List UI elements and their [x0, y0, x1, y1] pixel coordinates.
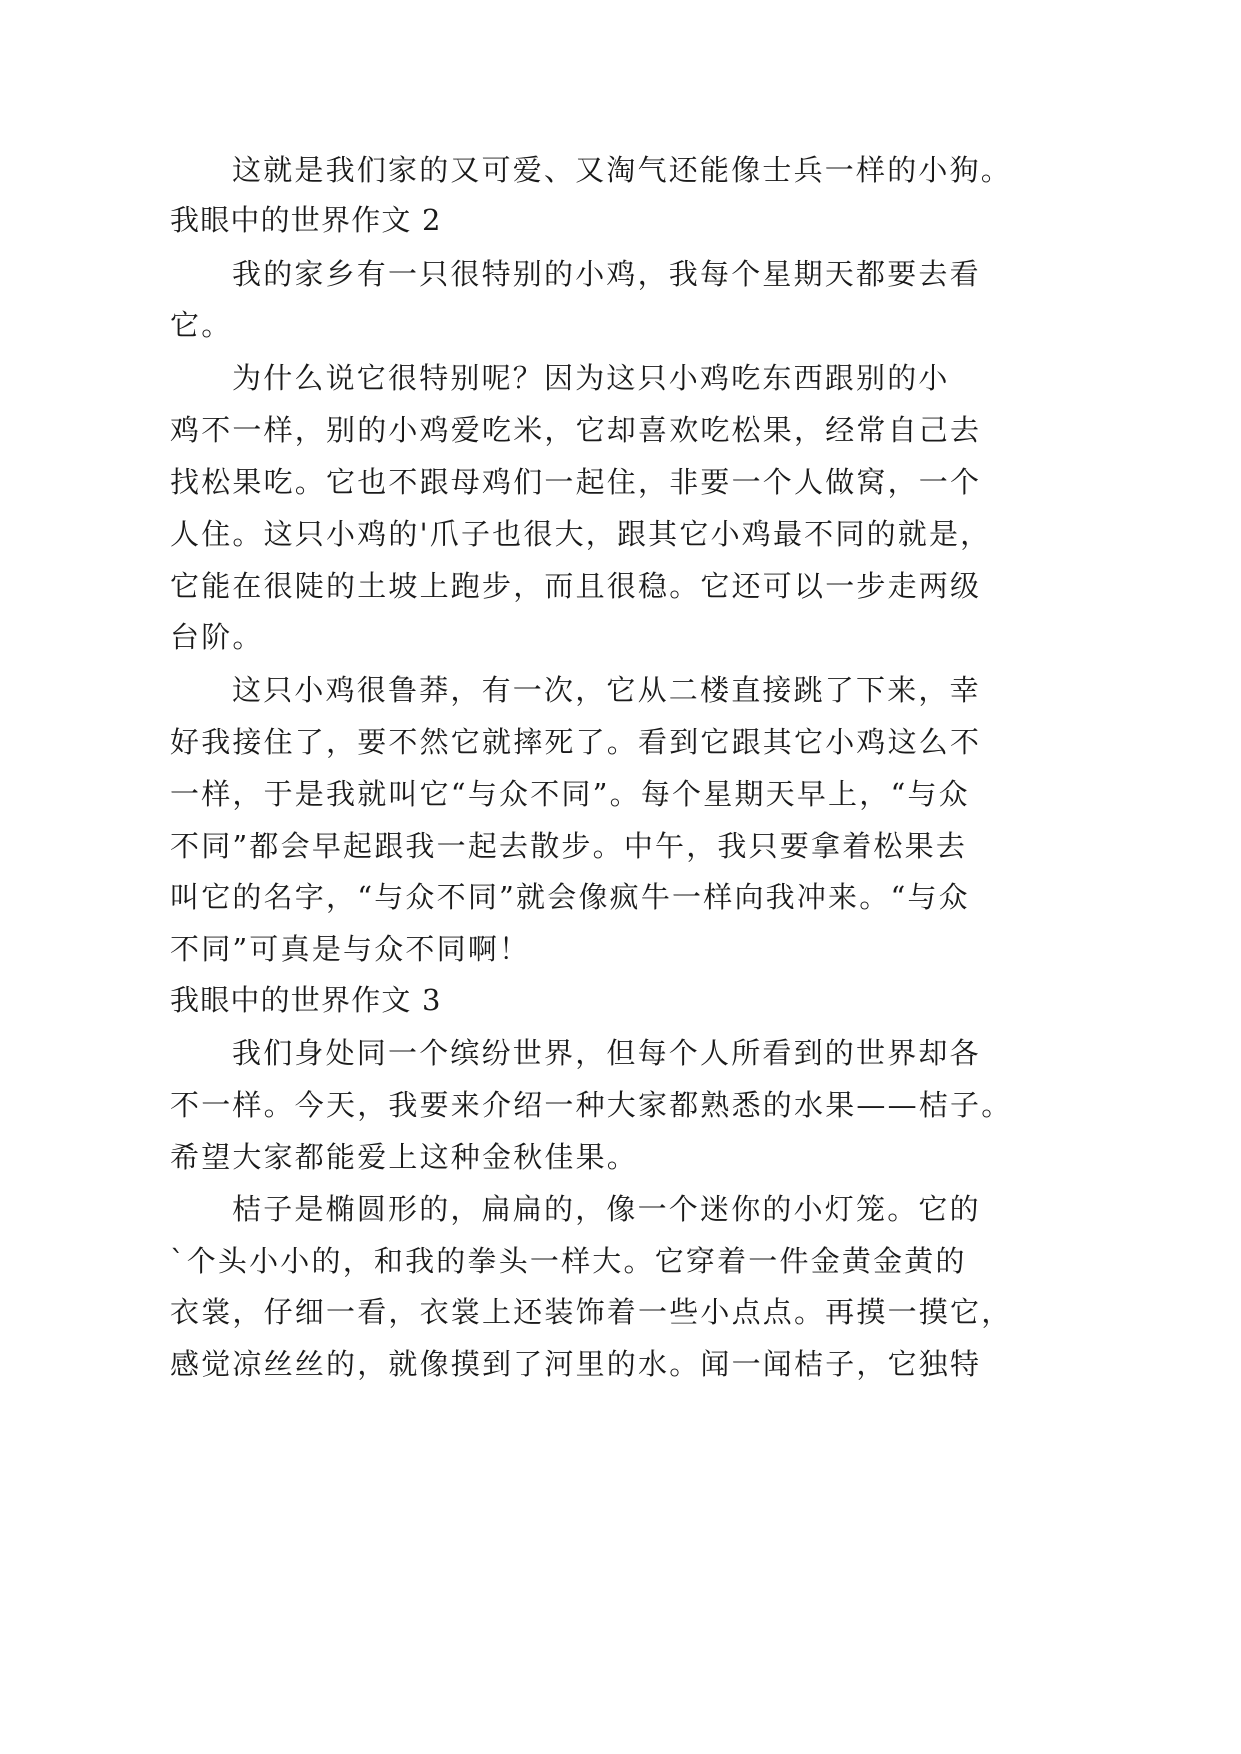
paragraph-line: 不一样。今天，我要来介绍一种大家都熟悉的水果——桔子。 — [170, 1088, 1013, 1122]
paragraph-line: 好我接住了，要不然它就摔死了。看到它跟其它小鸡这么不 — [170, 725, 982, 759]
paragraph-line: 人住。这只小鸡的'爪子也很大，跟其它小鸡最不同的就是， — [170, 517, 992, 551]
paragraph-line: 这就是我们家的又可爱、又淘气还能像士兵一样的小狗。 — [232, 153, 1013, 187]
paragraph-line: 感觉凉丝丝的，就像摸到了河里的水。闻一闻桔子，它独特 — [170, 1347, 982, 1381]
paragraph-line: 鸡不一样，别的小鸡爱吃米，它却喜欢吃松果，经常自己去 — [170, 413, 982, 447]
paragraph-line: `个头小小的，和我的拳头一样大。它穿着一件金黄金黄的 — [170, 1244, 967, 1278]
paragraph-line: 桔子是椭圆形的，扁扁的，像一个迷你的小灯笼。它的 — [232, 1192, 981, 1226]
paragraph-line: 一样，于是我就叫它“与众不同”。每个星期天早上，“与众 — [170, 777, 970, 811]
paragraph-line: 不同”都会早起跟我一起去散步。中午，我只要拿着松果去 — [170, 829, 968, 863]
paragraph-line: 希望大家都能爱上这种金秋佳果。 — [170, 1140, 639, 1174]
paragraph-line: 叫它的名字，“与众不同”就会像疯牛一样向我冲来。“与众 — [170, 880, 970, 914]
section-heading: 我眼中的世界作文 2 — [170, 203, 442, 237]
section-heading: 我眼中的世界作文 3 — [170, 983, 442, 1017]
paragraph-line: 不同”可真是与众不同啊！ — [170, 932, 531, 966]
paragraph-line: 衣裳，仔细一看，衣裳上还装饰着一些小点点。再摸一摸它， — [170, 1295, 1013, 1329]
paragraph-line: 台阶。 — [170, 620, 264, 654]
paragraph-line: 为什么说它很特别呢？因为这只小鸡吃东西跟别的小 — [232, 361, 950, 395]
paragraph-line: 找松果吃。它也不跟母鸡们一起住，非要一个人做窝，一个 — [170, 465, 982, 499]
paragraph-line: 它。 — [170, 308, 233, 342]
paragraph-line: 这只小鸡很鲁莽，有一次，它从二楼直接跳了下来，幸 — [232, 673, 981, 707]
paragraph-line: 它能在很陡的土坡上跑步，而且很稳。它还可以一步走两级 — [170, 569, 982, 603]
paragraph-line: 我们身处同一个缤纷世界，但每个人所看到的世界却各 — [232, 1036, 981, 1070]
paragraph-line: 我的家乡有一只很特别的小鸡，我每个星期天都要去看 — [232, 257, 981, 291]
